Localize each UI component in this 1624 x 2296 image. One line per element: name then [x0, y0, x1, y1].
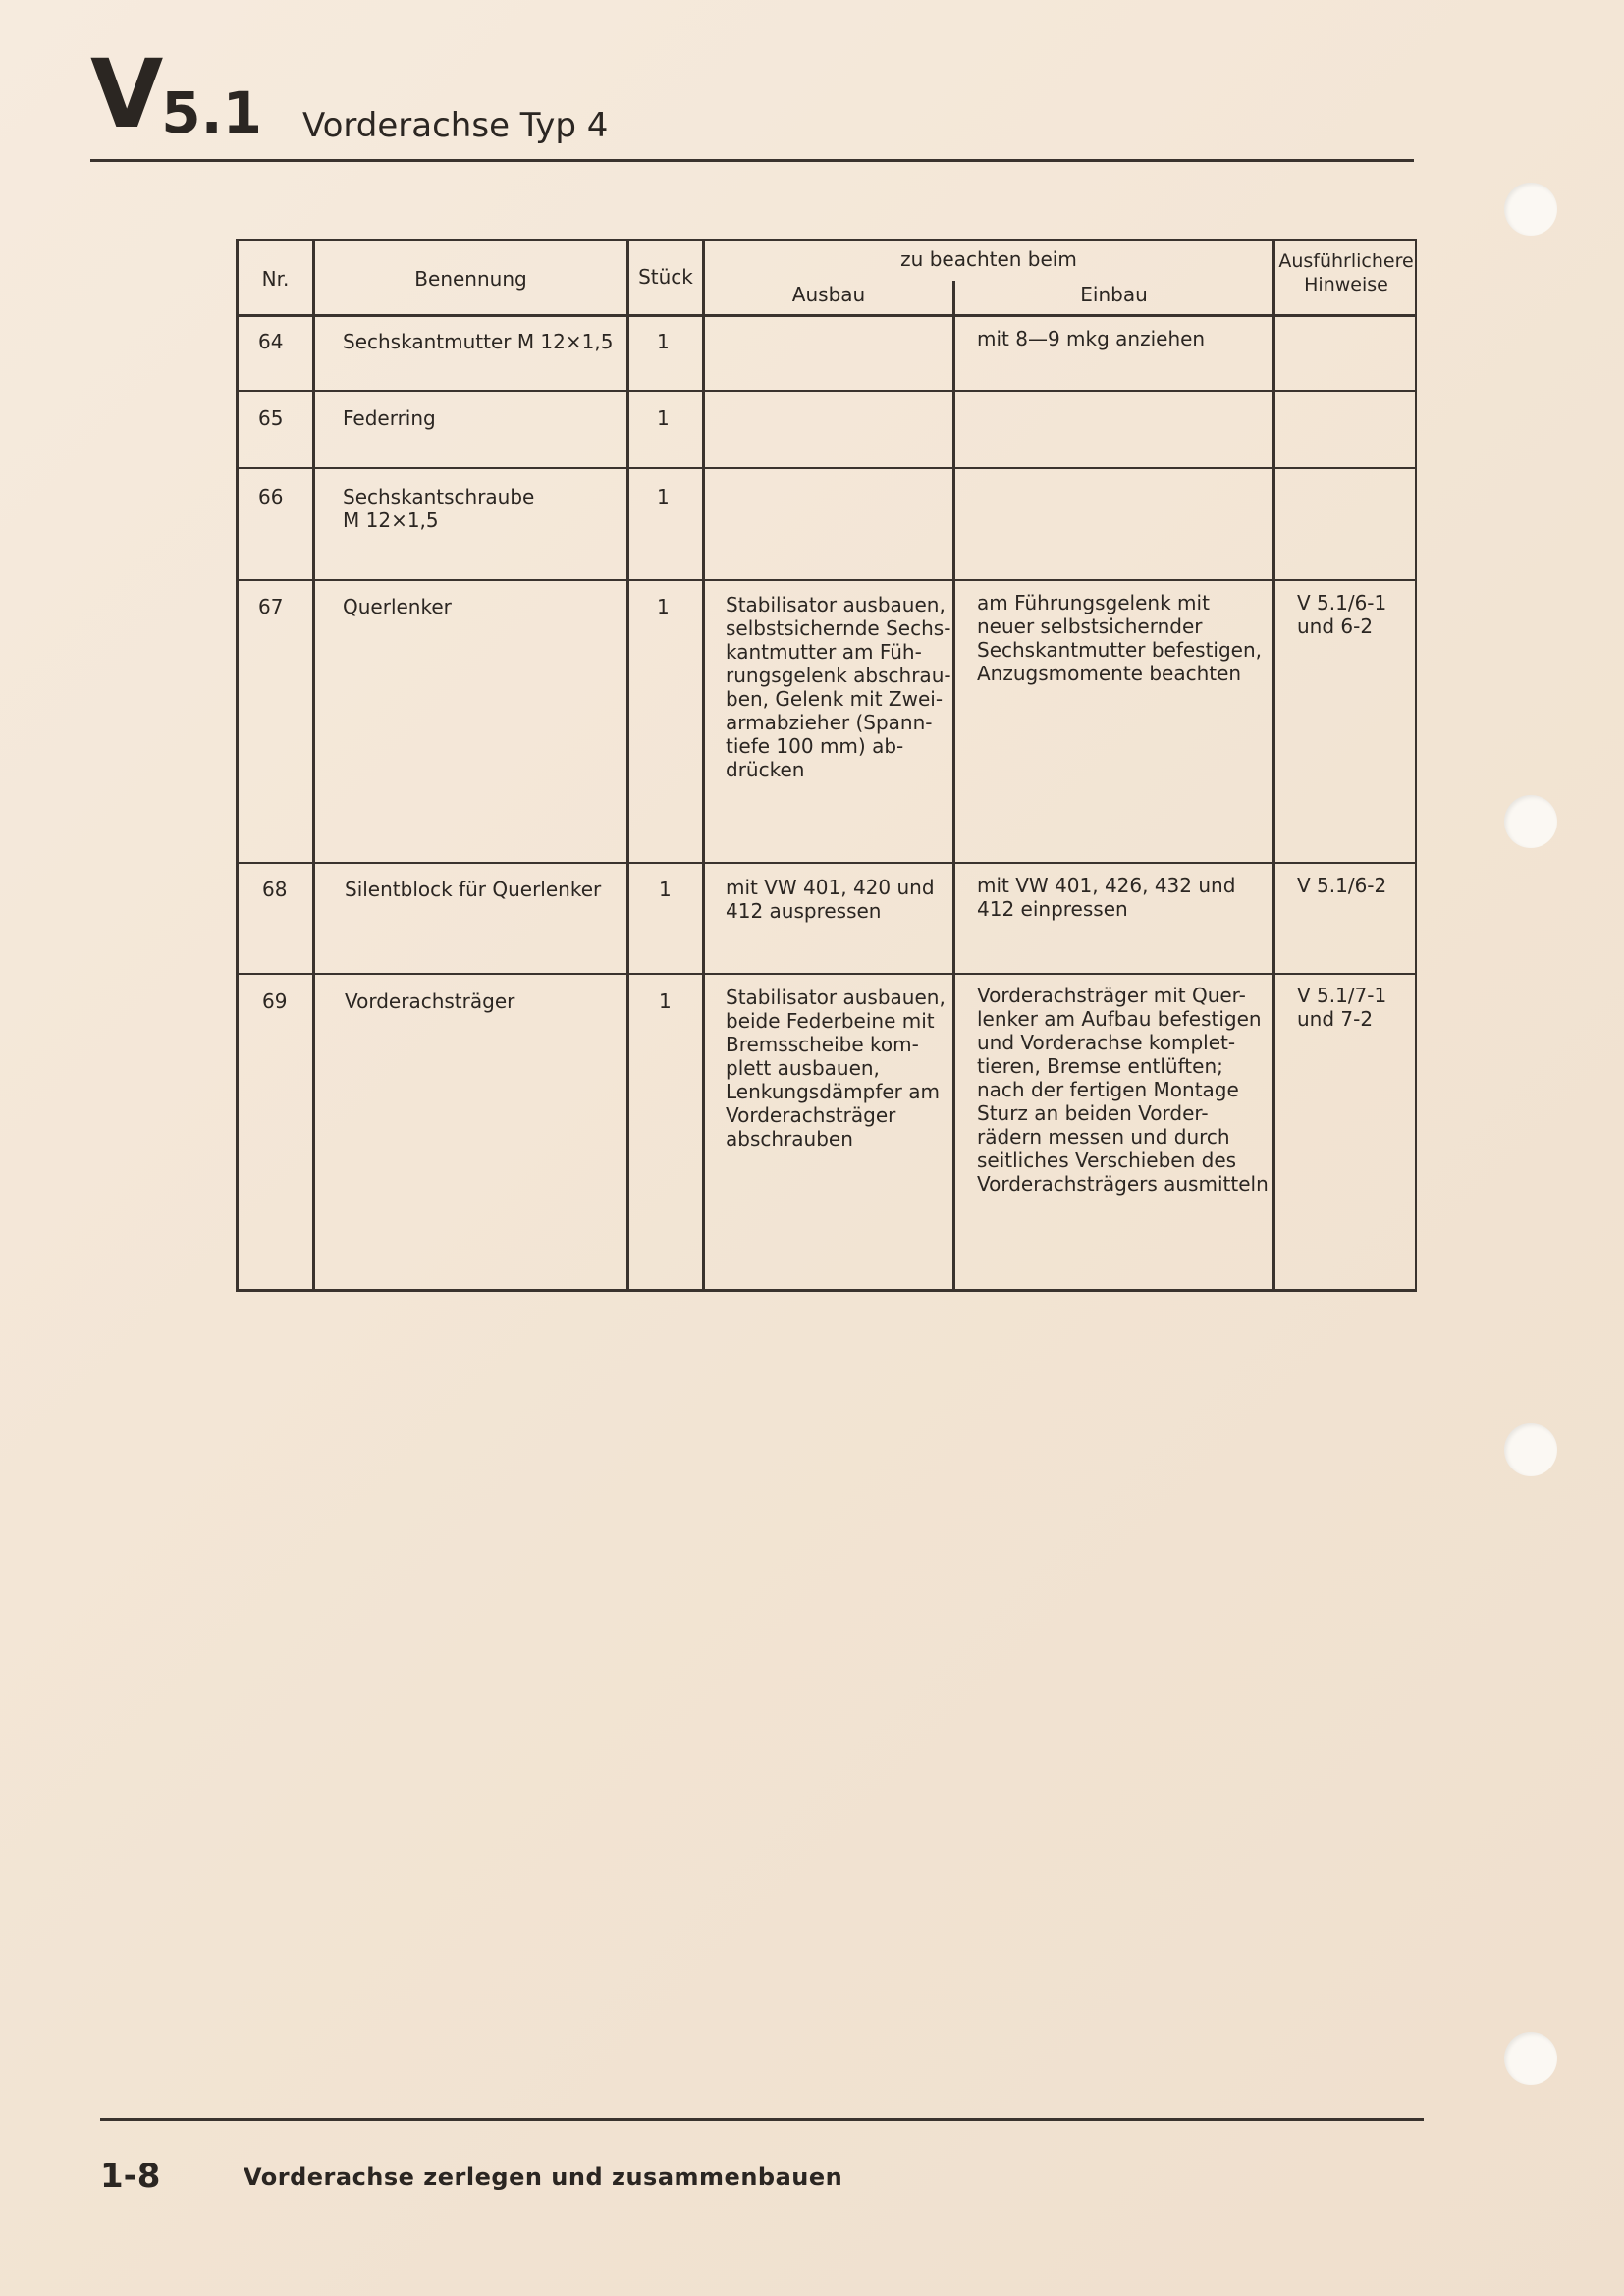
- row-64-einbau: mit 8—9 mkg anziehen: [977, 327, 1206, 350]
- row-69-einbau: Vorderachsträger mit Quer- lenker am Aufbau befestigen und Vorderachse komplet- tieren, Bremse entlüften; nach der fertigen Montage Sturz an beiden Vorder- rädern messen und durch seitliches Verschieben des Vorderachsträgers ausmitteln: [977, 984, 1269, 1196]
- punch-hole: [1504, 183, 1557, 236]
- row-67-hinweise: V 5.1/6-1 und 6-2: [1297, 591, 1387, 638]
- row-67-einbau: am Führungsgelenk mit neuer selbstsichernder Sechskantmutter befestigen, Anzugsmomente beachten: [977, 591, 1263, 685]
- column-divider: [626, 241, 629, 1289]
- row-65-nr: 65: [258, 406, 284, 430]
- page-number: 1-8: [100, 2157, 161, 2196]
- page-title: Vorderachse Typ 4: [302, 106, 609, 145]
- row-67-stueck: 1: [657, 595, 670, 618]
- column-divider: [952, 281, 955, 1289]
- row-divider: [239, 467, 1415, 469]
- row-68-ausbau: mit VW 401, 420 und 412 auspressen: [726, 876, 935, 923]
- punch-hole: [1504, 2032, 1557, 2085]
- row-68-stueck: 1: [659, 878, 672, 901]
- row-divider: [239, 973, 1415, 975]
- section-code-number: 5.1: [161, 80, 263, 146]
- row-64-benennung: Sechskantmutter M 12×1,5: [343, 330, 614, 353]
- row-67-ausbau: Stabilisator ausbauen, selbstsichernde Sechs- kantmutter am Füh- rungsgelenk abschrau- ben, Gelenk mit Zwei- armabzieher (Spann- tiefe 100 mm) ab- drücken: [726, 593, 951, 781]
- header-ausbau: Ausbau: [791, 283, 866, 306]
- row-65-benennung: Federring: [343, 406, 436, 430]
- header-hinweise: Ausführlichere Hinweise: [1278, 250, 1414, 295]
- column-divider: [312, 241, 315, 1289]
- row-divider: [239, 390, 1415, 392]
- parts-table: [236, 239, 1417, 1292]
- punch-hole: [1504, 795, 1557, 848]
- punch-hole: [1504, 1423, 1557, 1476]
- footer-title: Vorderachse zerlegen und zusammenbauen: [244, 2163, 843, 2191]
- section-code: [90, 39, 263, 155]
- row-66-nr: 66: [258, 485, 284, 508]
- row-68-nr: 68: [262, 878, 288, 901]
- row-69-stueck: 1: [659, 989, 672, 1013]
- row-69-benennung: Vorderachsträger: [345, 989, 515, 1013]
- row-68-benennung: Silentblock für Querlenker: [345, 878, 602, 901]
- header-benennung: Benennung: [414, 267, 527, 291]
- column-divider: [702, 241, 705, 1289]
- header-group: zu beachten beim: [900, 247, 1077, 271]
- header-nr: Nr.: [261, 267, 290, 291]
- section-code-letter: V: [90, 39, 162, 149]
- footer-rule: [100, 2118, 1424, 2121]
- row-divider: [239, 862, 1415, 864]
- header-stueck: Stück: [638, 265, 693, 289]
- row-66-benennung: Sechskantschraube M 12×1,5: [343, 485, 535, 532]
- row-65-stueck: 1: [657, 406, 670, 430]
- row-69-ausbau: Stabilisator ausbauen, beide Federbeine mit Bremsscheibe kom- plett ausbauen, Lenkungsdämpfer am Vorderachsträger abschrauben: [726, 986, 946, 1150]
- header-divider: [239, 314, 1415, 317]
- row-69-hinweise: V 5.1/7-1 und 7-2: [1297, 984, 1387, 1031]
- row-69-nr: 69: [262, 989, 288, 1013]
- column-divider: [1272, 241, 1275, 1289]
- row-68-hinweise: V 5.1/6-2: [1297, 874, 1387, 897]
- row-67-nr: 67: [258, 595, 284, 618]
- header-einbau: Einbau: [1080, 283, 1148, 306]
- row-64-nr: 64: [258, 330, 284, 353]
- row-68-einbau: mit VW 401, 426, 432 und 412 einpressen: [977, 874, 1236, 921]
- row-66-stueck: 1: [657, 485, 670, 508]
- row-64-stueck: 1: [657, 330, 670, 353]
- row-divider: [239, 579, 1415, 581]
- row-67-benennung: Querlenker: [343, 595, 452, 618]
- header-rule: [90, 159, 1414, 162]
